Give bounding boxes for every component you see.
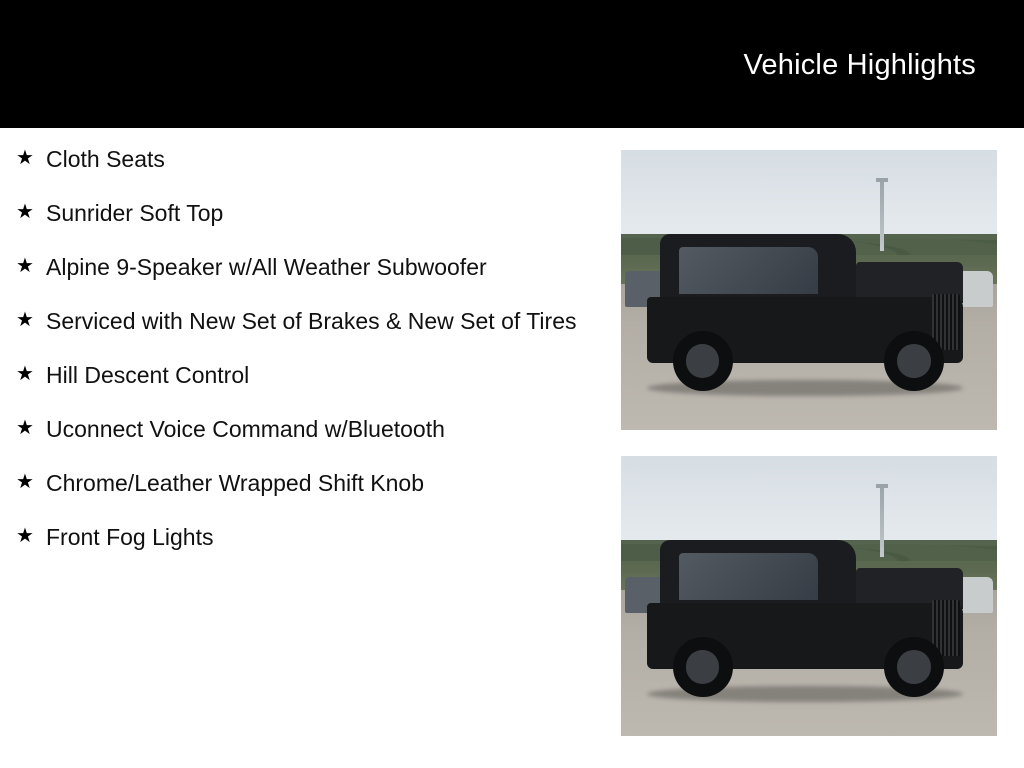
header-bar (0, 0, 1024, 128)
feature-label: Sunrider Soft Top (46, 200, 224, 226)
feature-label: Uconnect Voice Command w/Bluetooth (46, 416, 445, 442)
page-title: Vehicle Highlights (743, 49, 976, 81)
slide-content (0, 128, 1024, 768)
jeep-window (679, 247, 818, 294)
jeep-rear-wheel (673, 331, 733, 391)
vehicle-photo-top (621, 150, 997, 430)
star-icon: ★ (16, 525, 34, 547)
list-item (14, 412, 594, 446)
list-item (14, 196, 594, 230)
star-icon: ★ (16, 471, 34, 493)
star-icon: ★ (16, 255, 34, 277)
star-icon: ★ (16, 309, 34, 331)
vehicle-photo-bottom (621, 456, 997, 736)
feature-label: Cloth Seats (46, 146, 165, 172)
list-item (14, 358, 594, 392)
list-item (14, 142, 594, 176)
jeep-wrangler (647, 234, 963, 391)
feature-label: Chrome/Leather Wrapped Shift Knob (46, 470, 425, 496)
jeep-wrangler (647, 540, 963, 697)
jeep-front-wheel (884, 331, 944, 391)
jeep-front-wheel (884, 637, 944, 697)
feature-label: Hill Descent Control (46, 362, 250, 388)
list-item (14, 304, 594, 338)
feature-label: Front Fog Lights (46, 524, 214, 550)
star-icon: ★ (16, 147, 34, 169)
star-icon: ★ (16, 417, 34, 439)
vehicle-highlights-list (14, 142, 594, 574)
vehicle-photo-gallery (621, 150, 997, 762)
feature-label: Alpine 9-Speaker w/All Weather Subwoofer (46, 254, 487, 280)
jeep-rear-wheel (673, 637, 733, 697)
list-item (14, 520, 594, 554)
list-item (14, 250, 594, 284)
list-item (14, 466, 594, 500)
star-icon: ★ (16, 201, 34, 223)
jeep-window (679, 553, 818, 600)
star-icon: ★ (16, 363, 34, 385)
feature-label: Serviced with New Set of Brakes & New Set of Tires (46, 308, 577, 334)
